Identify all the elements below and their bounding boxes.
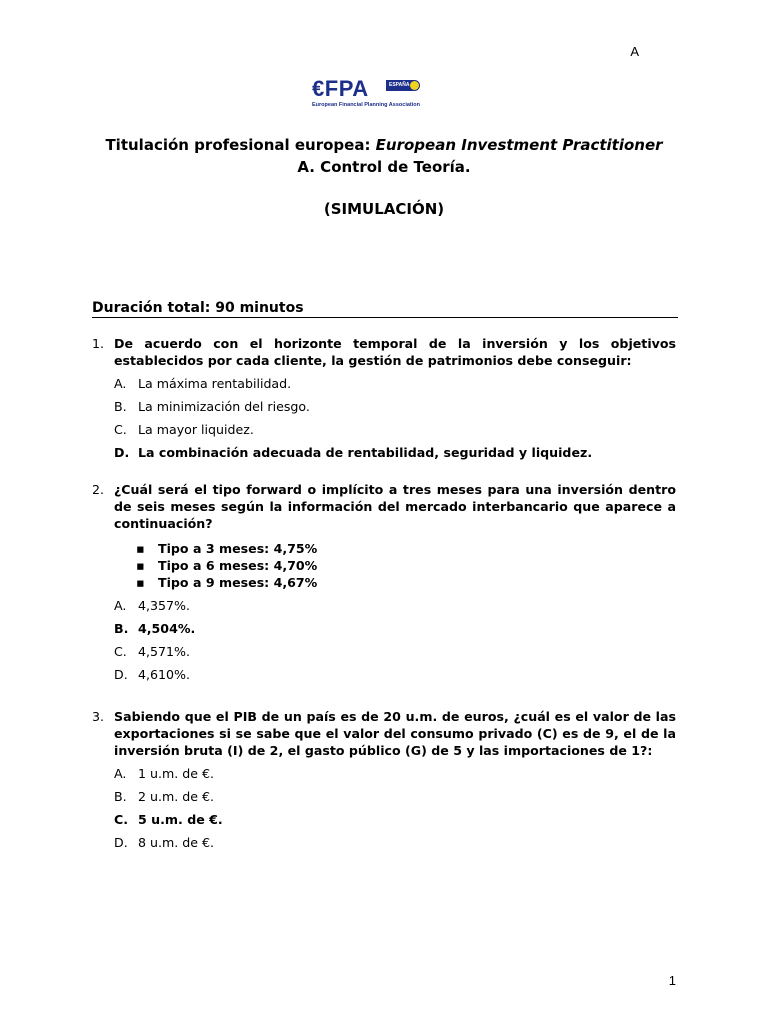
list-item: ▪ Tipo a 6 meses: 4,70%	[136, 558, 318, 573]
option-c: C. 4,571%.	[114, 644, 191, 659]
efpa-logo	[298, 60, 432, 114]
question-2	[92, 481, 676, 683]
option-b: B. 2 u.m. de €.	[114, 789, 215, 804]
logo-association: European Financial Planning Association	[312, 102, 420, 108]
page-number: 1	[668, 973, 676, 988]
question-3	[92, 708, 676, 851]
question-number: 1.	[92, 336, 105, 351]
bullet-square-icon: ▪	[136, 575, 145, 590]
question-text: Sabiendo que el PIB de un país es de 20 u.m. de euros, ¿cuál es el valor de las exportaciones si se sabe que el valor del consumo privado (C) es de 9, el de la inversión bruta (I) de 2, el gasto público (G) de 5 y las importaciones de 1?:	[114, 709, 676, 758]
option-d: D. 4,610%.	[114, 667, 191, 682]
document-title	[0, 136, 768, 222]
option-b-correct: B. 4,504%.	[114, 621, 196, 636]
option-a: A. 1 u.m. de €.	[114, 766, 215, 781]
question-text: ¿Cuál será el tipo forward o implícito a tres meses para una inversión dentro de seis meses según la información del mercado interbancario que aparece a continuación?	[114, 482, 676, 531]
option-c-correct: C. 5 u.m. de €.	[114, 812, 223, 827]
question-number: 3.	[92, 709, 105, 724]
title-line: Titulación profesional europea: European Investment Practitioner	[105, 136, 663, 154]
logo-badge: ESPAÑA	[386, 80, 420, 91]
logo-brand: €FPA	[312, 76, 369, 101]
option-d-correct: D. La combinación adecuada de rentabilidad, seguridad y liquidez.	[114, 445, 593, 460]
bullet-square-icon: ▪	[136, 541, 145, 556]
option-a: A. La máxima rentabilidad.	[114, 376, 292, 391]
option-c: C. La mayor liquidez.	[114, 422, 254, 437]
logo-dot-icon	[410, 81, 419, 90]
duration-heading: Duración total: 90 minutos	[92, 300, 678, 318]
option-a: A. 4,357%.	[114, 598, 191, 613]
option-d: D. 8 u.m. de €.	[114, 835, 215, 850]
list-item: ▪ Tipo a 9 meses: 4,67%	[136, 575, 318, 590]
question-number: 2.	[92, 482, 105, 497]
option-b: B. La minimización del riesgo.	[114, 399, 310, 414]
question-1	[92, 335, 676, 461]
question-text: De acuerdo con el horizonte temporal de la inversión y los objetivos establecidos por cada cliente, la gestión de patrimonios debe conseguir:	[114, 336, 676, 368]
corner-letter: A	[630, 44, 639, 59]
list-item: ▪ Tipo a 3 meses: 4,75%	[136, 541, 318, 556]
subtitle: A. Control de Teoría.	[297, 158, 471, 176]
bullet-square-icon: ▪	[136, 558, 145, 573]
simulation-label: (SIMULACIÓN)	[323, 200, 445, 218]
program-name: European Investment Practitioner	[375, 136, 663, 154]
rate-list	[136, 540, 676, 591]
